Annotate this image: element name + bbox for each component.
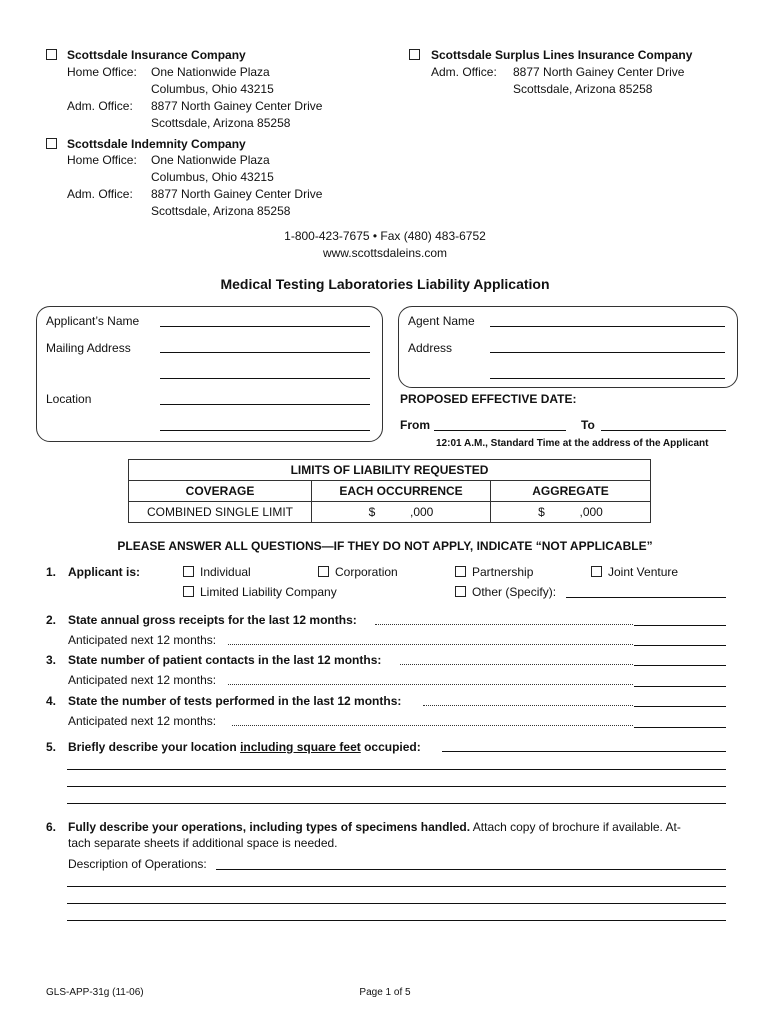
q5-field-4[interactable] — [67, 803, 726, 804]
other-specify-field[interactable] — [566, 597, 726, 598]
limits-col-aggregate: AGGREGATE — [491, 481, 651, 502]
page-title: Medical Testing Laboratories Liability Application — [220, 276, 550, 292]
to-date-field[interactable] — [601, 430, 726, 431]
q6-label-rest: Attach copy of brochure if available. At- — [470, 820, 681, 834]
limits-col-occurrence: EACH OCCURRENCE — [312, 481, 491, 502]
q4-anticipated-label: Anticipated next 12 months: — [68, 714, 217, 728]
location-field-1[interactable] — [160, 404, 370, 405]
q3-leader — [400, 664, 633, 665]
company1-adm-label: Adm. Office: — [67, 99, 133, 113]
applicant-name-label: Applicant’s Name — [46, 314, 140, 328]
agent-address-field-2[interactable] — [490, 378, 725, 379]
q6-label-bold: Fully describe your operations, including types of specimens handled. — [68, 820, 471, 834]
q5-field-1[interactable] — [442, 751, 726, 752]
q5-field-2[interactable] — [67, 769, 726, 770]
company1-adm-line2: Scottsdale, Arizona 85258 — [151, 116, 291, 130]
scottsdale-insurance-checkbox[interactable] — [46, 49, 57, 60]
limits-row-label: COMBINED SINGLE LIMIT — [129, 502, 312, 523]
q4-anticipated-leader — [232, 725, 633, 726]
mailing-address-field-1[interactable] — [160, 352, 370, 353]
occurrence-dollar: $ — [368, 505, 376, 519]
company2-home-line2: Columbus, Ohio 43215 — [151, 170, 274, 184]
company1-adm-line1: 8877 North Gainey Center Drive — [151, 99, 323, 113]
individual-checkbox[interactable] — [183, 566, 194, 577]
corporation-label: Corporation — [335, 565, 398, 579]
partnership-checkbox[interactable] — [455, 566, 466, 577]
q6-field-1[interactable] — [216, 869, 726, 870]
company2-adm-label: Adm. Office: — [67, 187, 133, 201]
limits-col-coverage: COVERAGE — [129, 481, 312, 502]
company2-adm-line2: Scottsdale, Arizona 85258 — [151, 204, 291, 218]
company1-name: Scottsdale Insurance Company — [67, 48, 246, 62]
from-date-field[interactable] — [434, 430, 566, 431]
q4-label: State the number of tests performed in the last 12 months: — [68, 694, 402, 708]
aggregate-thousands: ,000 — [579, 505, 603, 519]
description-label: Description of Operations: — [68, 857, 207, 871]
q6-field-2[interactable] — [67, 886, 726, 887]
q1-label: Applicant is: — [68, 565, 141, 579]
q5-label — [68, 740, 421, 754]
aggregate-amount-field[interactable] — [491, 502, 651, 523]
q3-anticipated-label: Anticipated next 12 months: — [68, 673, 217, 687]
effective-date-heading: PROPOSED EFFECTIVE DATE: — [400, 392, 577, 406]
occurrence-thousands: ,000 — [410, 505, 434, 519]
company3-name: Scottsdale Surplus Lines Insurance Company — [431, 48, 693, 62]
q6-field-3[interactable] — [67, 903, 726, 904]
q2-number: 2. — [46, 613, 57, 627]
company3-adm-line1: 8877 North Gainey Center Drive — [513, 65, 685, 79]
location-label: Location — [46, 392, 92, 406]
partnership-label: Partnership — [472, 565, 534, 579]
q2-leader — [375, 624, 633, 625]
contact-phone: 1-800-423-7675 • Fax (480) 483-6752 — [284, 229, 486, 243]
limits-table — [128, 459, 651, 523]
q3-label: State number of patient contacts in the last 12 months: — [68, 653, 382, 667]
other-label: Other (Specify): — [472, 585, 557, 599]
mailing-address-label: Mailing Address — [46, 341, 131, 355]
q5-number: 5. — [46, 740, 57, 754]
q2-anticipated-leader — [228, 644, 633, 645]
llc-checkbox[interactable] — [183, 586, 194, 597]
form-number: GLS-APP-31g (11-06) — [46, 987, 144, 998]
corporation-checkbox[interactable] — [318, 566, 329, 577]
company1-home-line1: One Nationwide Plaza — [151, 65, 270, 79]
agent-address-field-1[interactable] — [490, 352, 725, 353]
aggregate-dollar: $ — [538, 505, 545, 519]
company2-home-label: Home Office: — [67, 153, 137, 167]
q2-anticipated-field[interactable] — [634, 645, 726, 646]
agent-address-label: Address — [408, 341, 453, 355]
page-number: Page 1 of 5 — [359, 987, 411, 998]
individual-label: Individual — [200, 565, 251, 579]
company2-adm-line1: 8877 North Gainey Center Drive — [151, 187, 323, 201]
q6-field-4[interactable] — [67, 920, 726, 921]
agent-name-field[interactable] — [490, 326, 725, 327]
q2-anticipated-label: Anticipated next 12 months: — [68, 633, 217, 647]
llc-label: Limited Liability Company — [200, 585, 337, 599]
scottsdale-indemnity-checkbox[interactable] — [46, 138, 57, 149]
q1-number: 1. — [46, 565, 57, 579]
occurrence-amount-field[interactable] — [312, 502, 491, 523]
q4-leader — [423, 705, 633, 706]
effective-time-note: 12:01 A.M., Standard Time at the address of the Applicant — [436, 438, 709, 449]
to-label: To — [581, 418, 595, 432]
q6-number: 6. — [46, 820, 57, 834]
q4-number: 4. — [46, 694, 57, 708]
q5-label-b: including square feet — [240, 740, 361, 754]
location-field-2[interactable] — [160, 430, 370, 431]
scottsdale-surplus-checkbox[interactable] — [409, 49, 420, 60]
q4-anticipated-field[interactable] — [634, 727, 726, 728]
instruction-text: PLEASE ANSWER ALL QUESTIONS—IF THEY DO NOT APPLY, INDICATE “NOT APPLICABLE” — [117, 539, 653, 553]
other-checkbox[interactable] — [455, 586, 466, 597]
q4-tests-field[interactable] — [634, 706, 726, 707]
q3-anticipated-field[interactable] — [634, 686, 726, 687]
contact-website: www.scottsdaleins.com — [322, 246, 448, 260]
q5-label-c: occupied: — [360, 740, 421, 754]
q5-field-3[interactable] — [67, 786, 726, 787]
mailing-address-field-2[interactable] — [160, 378, 370, 379]
limits-heading: LIMITS OF LIABILITY REQUESTED — [129, 460, 651, 481]
agent-name-label: Agent Name — [408, 314, 475, 328]
q2-label: State annual gross receipts for the last 12 months: — [68, 613, 357, 627]
q5-label-a: Briefly describe your location — [68, 740, 241, 754]
company1-home-label: Home Office: — [67, 65, 137, 79]
from-label: From — [400, 418, 430, 432]
q3-number: 3. — [46, 653, 57, 667]
company1-home-line2: Columbus, Ohio 43215 — [151, 82, 274, 96]
joint-venture-label: Joint Venture — [608, 565, 679, 579]
q2-receipts-field[interactable] — [634, 625, 726, 626]
company3-adm-line2: Scottsdale, Arizona 85258 — [513, 82, 653, 96]
joint-venture-checkbox[interactable] — [591, 566, 602, 577]
q6-label — [68, 820, 681, 834]
q6-label-line2: tach separate sheets if additional space is needed. — [68, 836, 338, 850]
applicant-name-field[interactable] — [160, 326, 370, 327]
company2-name: Scottsdale Indemnity Company — [67, 137, 246, 151]
q3-anticipated-leader — [228, 684, 633, 685]
q3-contacts-field[interactable] — [634, 665, 726, 666]
company2-home-line1: One Nationwide Plaza — [151, 153, 270, 167]
company3-adm-label: Adm. Office: — [431, 65, 497, 79]
